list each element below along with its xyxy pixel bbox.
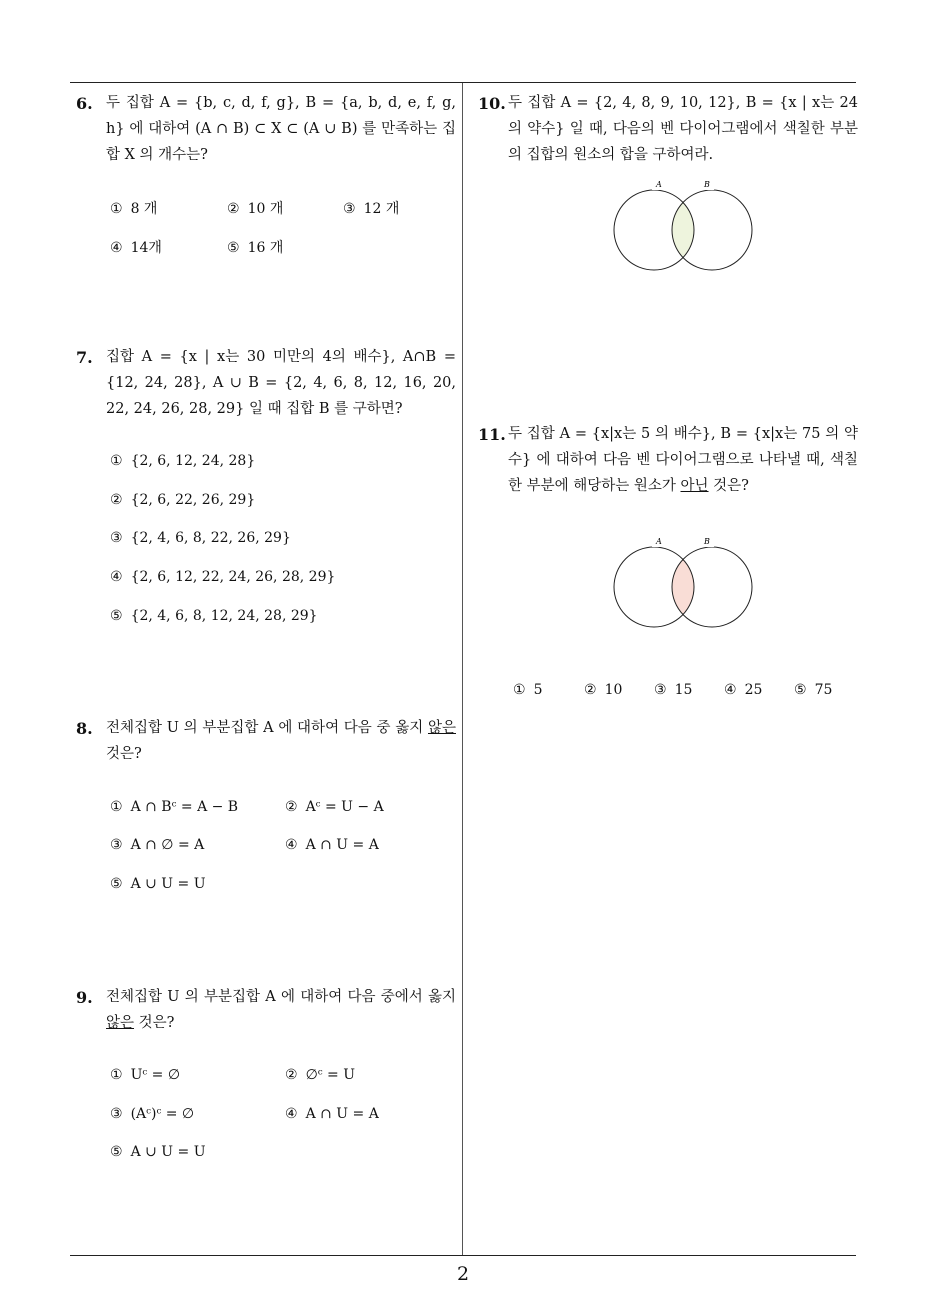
- option-4[interactable]: ④ A ∩ U = A: [285, 1106, 379, 1122]
- question-number: 6.: [76, 94, 93, 113]
- question-text: 집합 A = {x | x는 30 미만의 4의 배수}, A∩B = {12, 24, 28}, A ∪ B = {2, 4, 6, 8, 12, 16, 20, 22, 24, 26, 28, 29} 일 때 집합 B 를 구하면?: [106, 349, 456, 417]
- option-4[interactable]: ④ 14개: [110, 240, 162, 256]
- option-4[interactable]: ④ {2, 6, 12, 22, 24, 26, 28, 29}: [110, 569, 336, 585]
- question-text: 두 집합 A = {2, 4, 8, 9, 10, 12}, B = {x | x는 24의 약수} 일 때, 다음의 벤 다이어그램에서 색칠한 부분의 집합의 원소의 합을 구하여라.: [508, 95, 858, 163]
- question-text: 전체집합 U 의 부분집합 A 에 대하여 다음 중에서 옳지 않은 것은?: [106, 989, 456, 1031]
- label-a: A: [656, 180, 662, 189]
- option-1[interactable]: ① Uᶜ = ∅: [110, 1067, 181, 1083]
- label-b: B: [704, 180, 710, 189]
- underlined-word: 않은: [106, 1015, 135, 1031]
- question-text: 두 집합 A = {x|x는 5 의 배수}, B = {x|x는 75 의 약수} 에 대하여 다음 벤 다이어그램으로 나타낼 때, 색칠한 부분에 해당하는 원소가 아닌 것은?: [508, 426, 858, 494]
- option-3[interactable]: ③ (Aᶜ)ᶜ = ∅: [110, 1106, 195, 1122]
- option-3[interactable]: ③ {2, 4, 6, 8, 22, 26, 29}: [110, 530, 291, 546]
- bottom-rule: [70, 1255, 856, 1256]
- option-3[interactable]: ③ 15: [654, 682, 693, 698]
- option-5[interactable]: ⑤ {2, 4, 6, 8, 12, 24, 28, 29}: [110, 608, 318, 624]
- question-number: 7.: [76, 348, 93, 367]
- option-2[interactable]: ② 10 개: [227, 201, 284, 217]
- option-5[interactable]: ⑤ 75: [794, 682, 833, 698]
- option-3[interactable]: ③ 12 개: [343, 201, 400, 217]
- underlined-word: 않은: [427, 720, 456, 736]
- venn-diagram: [606, 176, 760, 280]
- option-4[interactable]: ④ A ∩ U = A: [285, 837, 379, 853]
- option-1[interactable]: ① {2, 6, 12, 24, 28}: [110, 453, 256, 469]
- option-2[interactable]: ② {2, 6, 22, 26, 29}: [110, 492, 256, 508]
- question-number: 11.: [478, 425, 506, 444]
- column-divider: [462, 83, 463, 1255]
- top-rule: [70, 82, 856, 83]
- question-number: 9.: [76, 988, 93, 1007]
- label-a: A: [656, 537, 662, 546]
- underlined-word: 아닌: [680, 478, 709, 494]
- question-number: 8.: [76, 719, 93, 738]
- option-5[interactable]: ⑤ 16 개: [227, 240, 284, 256]
- question-text: 두 집합 A = {b, c, d, f, g}, B = {a, b, d, e, f, g, h} 에 대하여 (A ∩ B) ⊂ X ⊂ (A ∪ B) 를 만족하는 집합 X 의 개수는?: [106, 95, 456, 163]
- option-5[interactable]: ⑤ A ∪ U = U: [110, 1144, 206, 1160]
- option-1[interactable]: ① A ∩ Bᶜ = A − B: [110, 799, 239, 815]
- question-text: 전체집합 U 의 부분집합 A 에 대하여 다음 중 옳지 않은 것은?: [106, 720, 456, 762]
- option-1[interactable]: ① 5: [513, 682, 543, 698]
- question-number: 10.: [478, 94, 506, 113]
- venn-diagram: [606, 533, 760, 637]
- label-b: B: [704, 537, 710, 546]
- option-2[interactable]: ② Aᶜ = U − A: [285, 799, 384, 815]
- page-number: 2: [456, 1263, 470, 1285]
- option-3[interactable]: ③ A ∩ ∅ = A: [110, 837, 205, 853]
- option-2[interactable]: ② 10: [584, 682, 623, 698]
- option-5[interactable]: ⑤ A ∪ U = U: [110, 876, 206, 892]
- option-2[interactable]: ② ∅ᶜ = U: [285, 1067, 356, 1083]
- option-4[interactable]: ④ 25: [724, 682, 763, 698]
- option-1[interactable]: ① 8 개: [110, 201, 158, 217]
